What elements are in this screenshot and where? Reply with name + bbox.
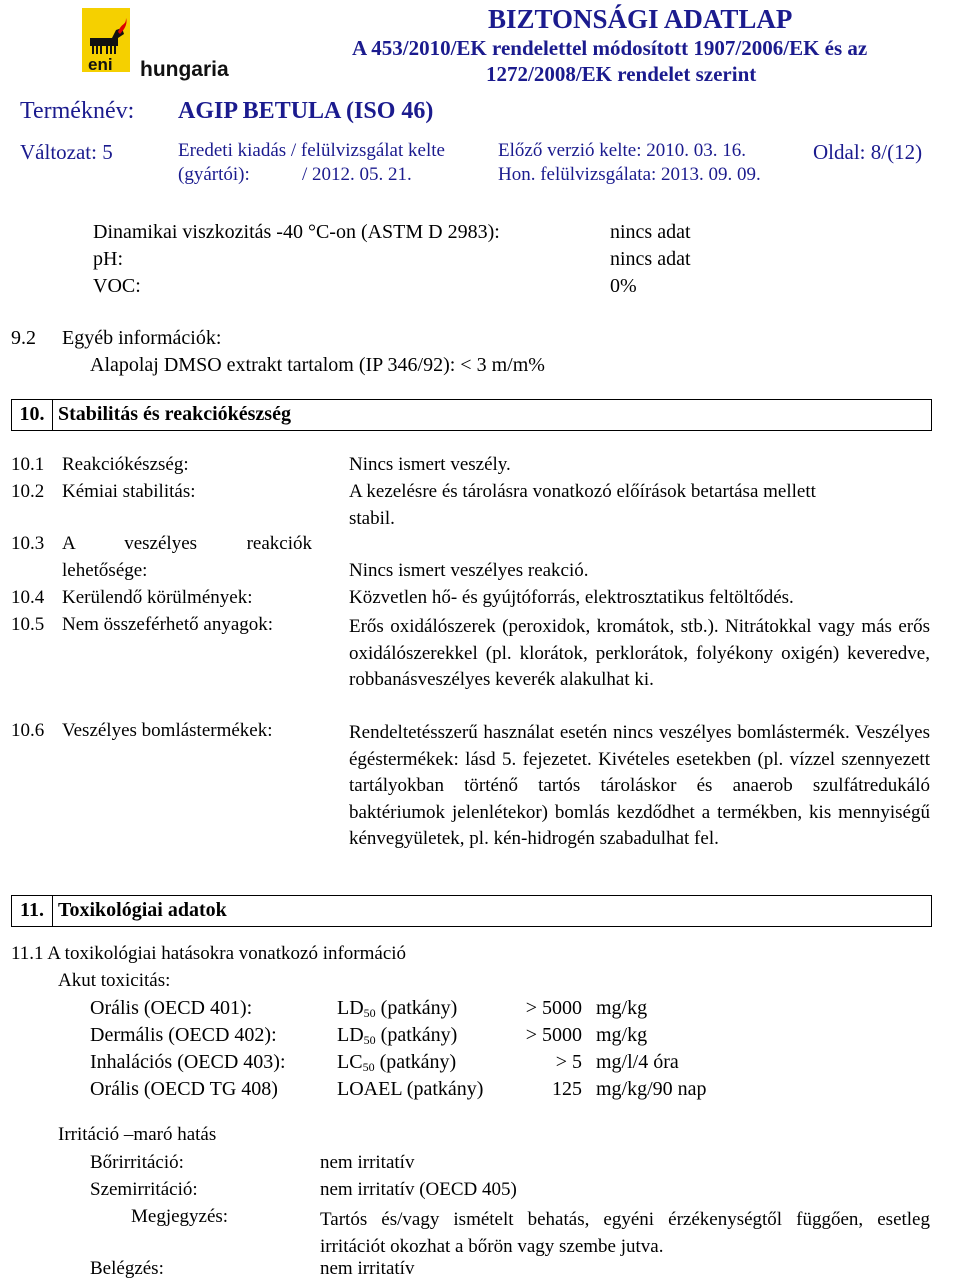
- prop-label: pH:: [93, 248, 123, 270]
- section-title: Toxikológiai adatok: [58, 899, 227, 921]
- item-label: A veszélyes reakciók: [62, 533, 312, 554]
- irritation-title: Irritáció –maró hatás: [58, 1124, 217, 1145]
- eye-irritation-value: nem irritatív (OECD 405): [320, 1179, 517, 1200]
- prop-value: nincs adat: [610, 248, 691, 270]
- tox-unit: mg/kg/90 nap: [596, 1078, 707, 1100]
- item-value: Közvetlen hő- és gyújtóforrás, elektrosztatikus feltöltődés.: [349, 587, 794, 608]
- prop-label: Dinamikai viszkozitás -40 °C-on (ASTM D 2983):: [93, 221, 500, 243]
- tox-test: Inhalációs (OECD 403):: [90, 1051, 286, 1073]
- tox-param: $LC_{50}$ (patkány): [337, 1051, 457, 1074]
- tox-value: > 5000: [525, 997, 582, 1019]
- item-number: 10.2: [11, 481, 45, 502]
- item-value: A kezelésre és tárolásra vonatkozó előírások betartása mellett: [349, 481, 816, 502]
- review-date: Hon. felülvizsgálata: 2013. 09. 09.: [498, 164, 761, 185]
- tox-value: > 5: [555, 1051, 582, 1073]
- product-label: Terméknév:: [20, 98, 135, 124]
- product-name: AGIP BETULA (ISO 46): [178, 98, 434, 124]
- issue-line-2a: (gyártói):: [178, 164, 250, 185]
- item-value: Rendeltetésszerű használat esetén nincs veszélyes bomlástermék. Veszélyes égéstermékek: lásd 5. fejezetet. Kivételes esetekben (pl. vízzel szennyezett tartályokban történő tartós tároláskor és anaerob szulfátredukáló baktériumok jelenlétekor) bomlás kezdődhet a termékben, kis mennyiségű kénvegyületek, pl. kén-hidrogén szabadulhat fel.: [349, 722, 930, 849]
- item-number: 10.6: [11, 720, 45, 741]
- tox-unit: mg/l/4 óra: [596, 1051, 679, 1073]
- inhalation-value: nem irritatív: [320, 1258, 415, 1279]
- tox-param: $LD_{50}$ (patkány): [337, 997, 458, 1020]
- section-title: Stabilitás és reakciókészség: [58, 403, 291, 425]
- version: Változat: 5: [20, 140, 113, 164]
- item-label: Nem összeférhető anyagok:: [62, 614, 274, 635]
- issue-line-1: Eredeti kiadás / felülvizsgálat kelte: [178, 140, 445, 161]
- prop-value: nincs adat: [610, 221, 691, 243]
- section-number: 11.: [12, 896, 53, 926]
- item-value-cont: stabil.: [349, 508, 395, 529]
- prop-value: 0%: [610, 275, 637, 297]
- section-10-header: [11, 399, 932, 431]
- subsection-title: Egyéb információk:: [62, 327, 222, 349]
- item-number: 10.1: [11, 454, 45, 475]
- item-value: Erős oxidálószerek (peroxidok, kromátok, stb.). Nitrátokkal vagy más erős oxidálószerekkel (pl. klorátok, perklorátok, folyékony oxigén) keveredve, robbanásveszélyes keverék alakulhat ki.: [349, 616, 930, 690]
- item-label-cont: lehetősége:: [62, 560, 148, 581]
- tox-param: LOAEL (patkány): [337, 1078, 484, 1100]
- item-label: Kémiai stabilitás:: [62, 481, 196, 502]
- tox-test: Dermális (OECD 402):: [90, 1024, 277, 1046]
- item-label: Reakciókészség:: [62, 454, 189, 475]
- doc-subtitle-1: A 453/2010/EK rendelettel módosított 1907/2006/EK és az: [352, 36, 868, 60]
- item-value: Nincs ismert veszély.: [349, 454, 511, 475]
- skin-irritation-value: nem irritatív: [320, 1152, 415, 1173]
- tox-unit: mg/kg: [596, 997, 648, 1019]
- prop-label: VOC:: [93, 275, 141, 297]
- doc-title: BIZTONSÁGI ADATLAP: [488, 4, 793, 34]
- subsection-title: 11.1 A toxikológiai hatásokra vonatkozó információ: [11, 943, 407, 964]
- item-number: 10.4: [11, 587, 45, 608]
- tox-unit: mg/kg: [596, 1024, 648, 1046]
- tox-value: 125: [552, 1078, 582, 1100]
- item-value: Nincs ismert veszélyes reakció.: [349, 560, 589, 581]
- inhalation-label: Belégzés:: [90, 1258, 164, 1279]
- prev-version-date: Előző verzió kelte: 2010. 03. 16.: [498, 140, 746, 161]
- subsection-number: 9.2: [11, 327, 36, 349]
- eye-irritation-label: Szemirritáció:: [90, 1179, 198, 1200]
- item-number: 10.3: [11, 533, 45, 554]
- tox-test: Orális (OECD TG 408): [90, 1078, 278, 1100]
- note-label: Megjegyzés:: [131, 1206, 229, 1227]
- section-11-header: [11, 895, 932, 927]
- tox-param: $LD_{50}$ (patkány): [337, 1024, 458, 1047]
- tox-value: > 5000: [525, 1024, 582, 1046]
- item-label: Kerülendő körülmények:: [62, 587, 253, 608]
- skin-irritation-label: Bőrirritáció:: [90, 1152, 184, 1173]
- acute-toxicity-label: Akut toxicitás:: [58, 970, 171, 991]
- tox-test: Orális (OECD 401):: [90, 997, 253, 1019]
- svg-text:hungaria: hungaria: [140, 58, 229, 81]
- dmso-text: Alapolaj DMSO extrakt tartalom (IP 346/92): < 3 m/m%: [90, 354, 545, 376]
- eni-wordmark: eni: [88, 55, 113, 74]
- note-value: Tartós és/vagy ismételt behatás, egyéni érzékenységtől függően, esetleg irritációt okozhat a bőrön vagy szembe jutva.: [320, 1209, 930, 1257]
- eni-hungaria-logo: [82, 8, 242, 88]
- section-number: 10.: [12, 400, 53, 430]
- doc-subtitle-2: 1272/2008/EK rendelet szerint: [486, 62, 757, 86]
- page-number: Oldal: 8/(12): [813, 140, 923, 164]
- issue-line-2b: / 2012. 05. 21.: [302, 164, 412, 185]
- item-label: Veszélyes bomlástermékek:: [62, 720, 273, 741]
- item-number: 10.5: [11, 614, 45, 635]
